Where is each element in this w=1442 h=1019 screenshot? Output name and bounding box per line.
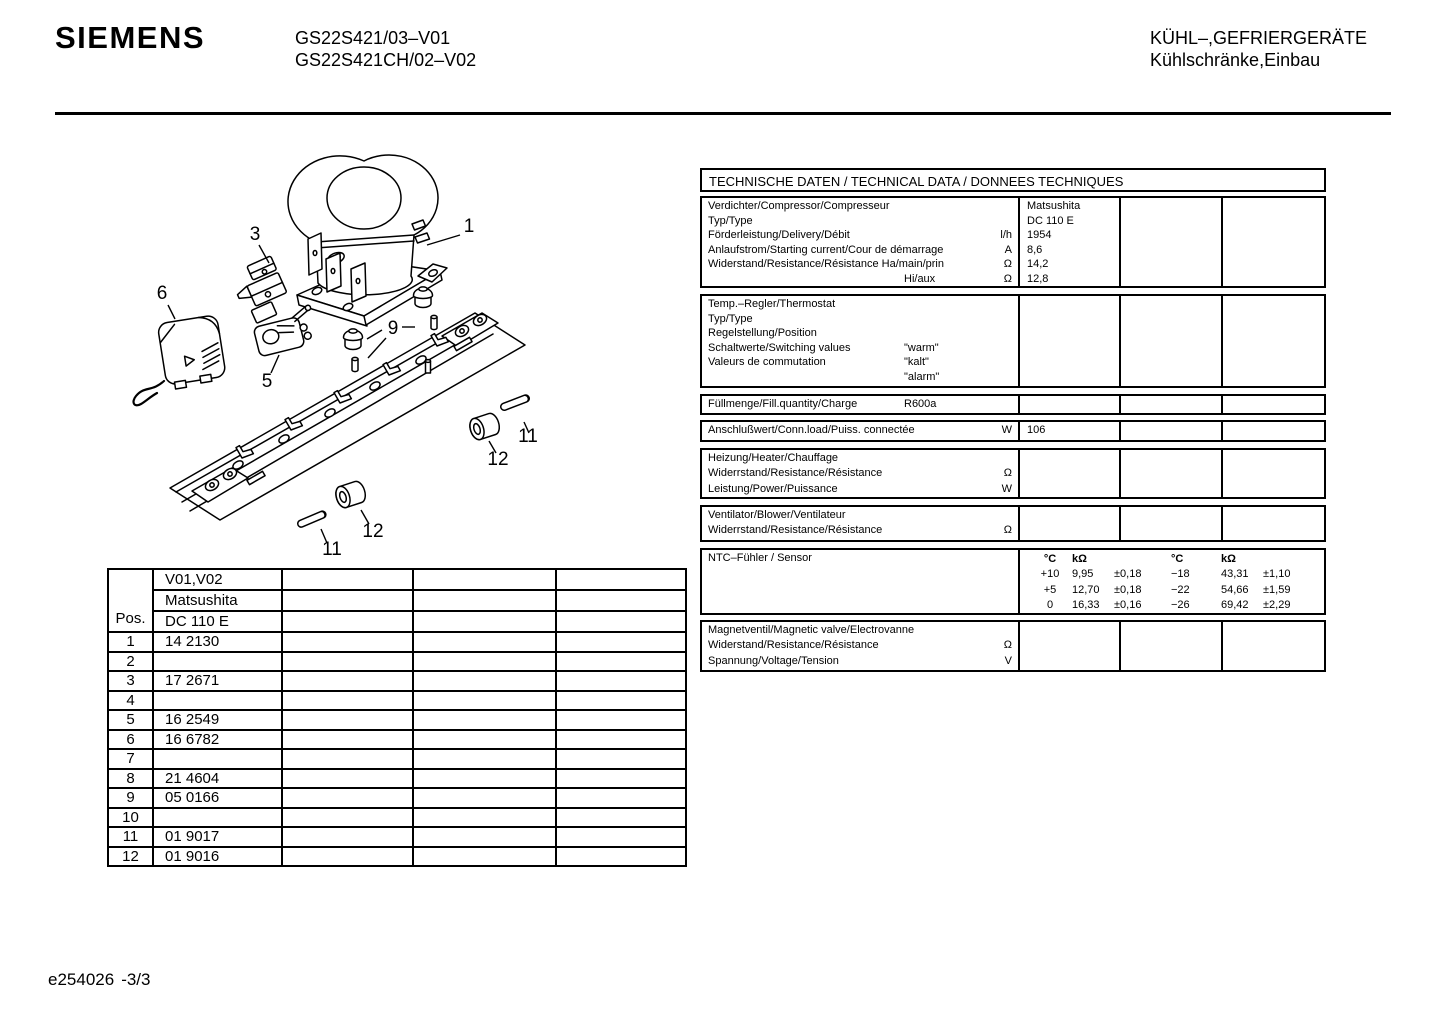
tech-unit: Ω bbox=[1003, 272, 1012, 285]
tech-block-ntc-sensor bbox=[700, 548, 1326, 615]
part-number: 21 4604 bbox=[153, 769, 282, 789]
empty-cell bbox=[1020, 396, 1121, 413]
empty-cell bbox=[282, 671, 413, 691]
empty-cell bbox=[1121, 396, 1223, 413]
part-callout-3: 3 bbox=[249, 224, 261, 245]
part-number bbox=[153, 691, 282, 711]
empty-cell bbox=[282, 749, 413, 769]
empty-cell bbox=[282, 788, 413, 808]
ntc-temp: +10 bbox=[1040, 568, 1060, 581]
part-number: 14 2130 bbox=[153, 632, 282, 652]
heater-labels bbox=[702, 450, 1020, 497]
empty-cell bbox=[556, 671, 686, 691]
tech-label: Widerrstand/Resistance/Résistance bbox=[708, 524, 883, 537]
pos-number: 6 bbox=[108, 730, 153, 750]
empty-cell bbox=[556, 611, 686, 632]
empty-cell bbox=[1223, 507, 1324, 540]
compressor-values bbox=[1020, 198, 1121, 286]
table-row bbox=[108, 749, 686, 769]
empty-cell bbox=[556, 632, 686, 652]
empty-cell bbox=[413, 652, 556, 672]
empty-cell bbox=[282, 652, 413, 672]
tech-label: NTC–Fühler / Sensor bbox=[708, 552, 812, 564]
tech-value: 106 bbox=[1027, 424, 1046, 436]
empty-cell bbox=[413, 769, 556, 789]
empty-cell bbox=[556, 788, 686, 808]
technical-data-title: TECHNISCHE DATEN / TECHNICAL DATA / DONNEES TECHNIQUES bbox=[700, 168, 1326, 192]
pos-number: 11 bbox=[108, 827, 153, 847]
empty-cell bbox=[413, 590, 556, 611]
empty-cell bbox=[413, 569, 556, 590]
brand-logo: SIEMENS bbox=[55, 20, 206, 55]
pos-number: 12 bbox=[108, 847, 153, 867]
tech-block-compressor bbox=[700, 196, 1326, 288]
table-row bbox=[108, 632, 686, 652]
tech-unit: A bbox=[1004, 243, 1012, 256]
empty-cell bbox=[556, 710, 686, 730]
ntc-resistance: 43,31 bbox=[1221, 568, 1249, 581]
table-row bbox=[108, 827, 686, 847]
ntc-resistance: 54,66 bbox=[1221, 583, 1249, 596]
tech-label: Leistung/Power/Puissance bbox=[708, 482, 838, 495]
compressor-labels bbox=[702, 198, 1020, 286]
part-number bbox=[153, 749, 282, 769]
tech-label: Füllmenge/Fill.quantity/Charge bbox=[708, 398, 858, 410]
refrigerant-type: R600a bbox=[904, 398, 937, 410]
tech-label: Anschlußwert/Conn.load/Puiss. connectée bbox=[708, 424, 915, 436]
part-callout-1: 1 bbox=[463, 216, 475, 237]
empty-cell bbox=[282, 847, 413, 867]
pos-number: 1 bbox=[108, 632, 153, 652]
table-row bbox=[108, 808, 686, 828]
empty-cell bbox=[1020, 296, 1121, 386]
empty-cell bbox=[1121, 450, 1223, 497]
empty-cell bbox=[1223, 450, 1324, 497]
empty-cell bbox=[1121, 507, 1223, 540]
empty-cell bbox=[556, 691, 686, 711]
ntc-resistance: 12,70 bbox=[1072, 583, 1100, 596]
table-row bbox=[108, 769, 686, 789]
connected-load-labels bbox=[702, 422, 1020, 440]
exploded-parts-diagram bbox=[130, 145, 600, 575]
tech-unit: W bbox=[1001, 424, 1012, 436]
part-number: 01 9017 bbox=[153, 827, 282, 847]
empty-cell bbox=[413, 788, 556, 808]
table-row bbox=[108, 788, 686, 808]
tech-label: Magnetventil/Magnetic valve/Electrovanne bbox=[708, 624, 915, 636]
empty-cell bbox=[413, 730, 556, 750]
tech-unit: l/h bbox=[1000, 229, 1012, 242]
tech-unit: W bbox=[1001, 482, 1012, 495]
empty-cell bbox=[556, 847, 686, 867]
empty-cell bbox=[282, 691, 413, 711]
ntc-label-cell bbox=[702, 550, 1020, 613]
ntc-header: °C bbox=[1171, 553, 1184, 565]
blower-labels bbox=[702, 507, 1020, 540]
appliance-category bbox=[1150, 27, 1367, 71]
empty-cell bbox=[282, 611, 413, 632]
ntc-temp: −22 bbox=[1171, 583, 1190, 596]
pos-number: 9 bbox=[108, 788, 153, 808]
empty-cell bbox=[282, 590, 413, 611]
category-line-2: Kühlschränke,Einbau bbox=[1150, 50, 1321, 70]
model-numbers bbox=[295, 27, 476, 71]
empty-cell bbox=[413, 749, 556, 769]
table-row bbox=[108, 671, 686, 691]
ntc-resistance: 69,42 bbox=[1221, 599, 1249, 612]
tech-block-magnetic-valve bbox=[700, 620, 1326, 672]
ntc-tolerance: ±1,10 bbox=[1263, 568, 1291, 581]
manufacturer-header: Matsushita bbox=[153, 590, 282, 611]
empty-cell bbox=[413, 710, 556, 730]
part-number: 17 2671 bbox=[153, 671, 282, 691]
tech-label: Verdichter/Compressor/Compresseur bbox=[708, 200, 890, 212]
connected-load-value bbox=[1020, 422, 1121, 440]
part-callout-11-right: 11 bbox=[518, 426, 538, 447]
tech-label: Widerstand/Resistance/Résistance bbox=[708, 639, 879, 652]
tech-label: Widerrstand/Resistance/Résistance bbox=[708, 467, 883, 480]
tech-block-thermostat bbox=[700, 294, 1326, 388]
tech-label: Ventilator/Blower/Ventilateur bbox=[708, 509, 846, 521]
tech-sublabel: "alarm" bbox=[904, 370, 940, 383]
parts-list-table bbox=[107, 568, 687, 867]
ntc-tolerance: ±2,29 bbox=[1263, 599, 1291, 612]
empty-cell bbox=[1223, 198, 1324, 286]
pos-number: 3 bbox=[108, 671, 153, 691]
tech-label: Typ/Type bbox=[708, 214, 753, 227]
ntc-header: °C bbox=[1043, 553, 1057, 565]
ntc-header-row bbox=[1028, 553, 1324, 568]
tech-label: Valeurs de commutation bbox=[708, 356, 826, 369]
tech-unit: Ω bbox=[1003, 639, 1012, 652]
empty-cell bbox=[1223, 296, 1324, 386]
ntc-tolerance: ±1,59 bbox=[1263, 583, 1291, 596]
tech-sublabel: "kalt" bbox=[904, 356, 929, 369]
ntc-data-row bbox=[1028, 568, 1324, 583]
empty-cell bbox=[1020, 450, 1121, 497]
empty-cell bbox=[282, 827, 413, 847]
empty-cell bbox=[556, 827, 686, 847]
empty-cell bbox=[282, 769, 413, 789]
empty-cell bbox=[1121, 622, 1223, 670]
empty-cell bbox=[413, 611, 556, 632]
tech-sublabel: Hi/aux bbox=[904, 272, 936, 285]
ntc-data-grid bbox=[1020, 550, 1324, 613]
pos-column-header: Pos. bbox=[108, 569, 153, 632]
ntc-resistance: 16,33 bbox=[1072, 599, 1100, 612]
pos-number: 10 bbox=[108, 808, 153, 828]
pos-number: 7 bbox=[108, 749, 153, 769]
empty-cell bbox=[1020, 622, 1121, 670]
model-number-2: GS22S421CH/02–V02 bbox=[295, 50, 477, 70]
empty-cell bbox=[282, 730, 413, 750]
empty-cell bbox=[1121, 198, 1223, 286]
part-callout-12-right: 12 bbox=[487, 449, 509, 470]
empty-cell bbox=[556, 730, 686, 750]
table-row bbox=[108, 652, 686, 672]
empty-cell bbox=[413, 808, 556, 828]
empty-cell bbox=[413, 847, 556, 867]
empty-cell bbox=[413, 671, 556, 691]
empty-cell bbox=[1121, 422, 1223, 440]
table-row bbox=[108, 730, 686, 750]
ntc-temp: 0 bbox=[1046, 599, 1054, 612]
tech-label: Heizung/Heater/Chauffage bbox=[708, 452, 839, 464]
starting-relay bbox=[229, 256, 294, 326]
empty-cell bbox=[1223, 622, 1324, 670]
ntc-temp: −18 bbox=[1171, 568, 1190, 581]
tech-label: Schaltwerte/Switching values bbox=[708, 341, 851, 354]
empty-cell bbox=[556, 652, 686, 672]
part-number: 16 6782 bbox=[153, 730, 282, 750]
ntc-tolerance: ±0,16 bbox=[1114, 599, 1142, 612]
tech-value: 1954 bbox=[1027, 229, 1052, 242]
wire bbox=[134, 381, 164, 405]
header-divider bbox=[55, 112, 1391, 115]
ntc-data-row bbox=[1028, 599, 1324, 614]
part-callout-6: 6 bbox=[156, 283, 168, 304]
empty-cell bbox=[413, 632, 556, 652]
ntc-data-row bbox=[1028, 584, 1324, 599]
empty-cell bbox=[1223, 422, 1324, 440]
ntc-temp: +5 bbox=[1043, 583, 1057, 596]
ntc-header: kΩ bbox=[1221, 553, 1236, 565]
technical-data-table bbox=[700, 168, 1326, 674]
ntc-tolerance: ±0,18 bbox=[1114, 583, 1142, 596]
tech-unit: Ω bbox=[1003, 258, 1012, 271]
pos-number: 4 bbox=[108, 691, 153, 711]
tech-value: 14,2 bbox=[1027, 258, 1049, 271]
tech-sublabel: "warm" bbox=[904, 341, 939, 354]
tech-label: Temp.–Regler/Thermostat bbox=[708, 298, 836, 310]
tech-block-blower bbox=[700, 505, 1326, 542]
tech-unit: Ω bbox=[1003, 524, 1012, 537]
fill-quantity-labels bbox=[702, 396, 1020, 413]
tech-label: Regelstellung/Position bbox=[708, 327, 817, 340]
part-callout-9: 9 bbox=[387, 318, 399, 339]
empty-cell bbox=[556, 808, 686, 828]
tech-label: Spannung/Voltage/Tension bbox=[708, 654, 839, 667]
category-line-1: KÜHL–,GEFRIERGERÄTE bbox=[1150, 28, 1368, 48]
empty-cell bbox=[282, 808, 413, 828]
empty-cell bbox=[556, 590, 686, 611]
ntc-tolerance: ±0,18 bbox=[1114, 568, 1142, 581]
ntc-temp: −26 bbox=[1171, 599, 1190, 612]
pos-number: 5 bbox=[108, 710, 153, 730]
tech-label: Widerstand/Resistance/Résistance Ha/main/prin bbox=[708, 258, 944, 271]
table-row bbox=[108, 691, 686, 711]
doc-number: e254026 bbox=[48, 970, 115, 989]
tech-block-heater bbox=[700, 448, 1326, 499]
model-number-1: GS22S421/03–V01 bbox=[295, 28, 451, 48]
table-row bbox=[108, 710, 686, 730]
pos-number: 2 bbox=[108, 652, 153, 672]
tech-label: Typ/Type bbox=[708, 312, 753, 325]
pos-number: 8 bbox=[108, 769, 153, 789]
document-code bbox=[48, 970, 150, 990]
tech-unit: Ω bbox=[1003, 467, 1012, 480]
table-row bbox=[108, 847, 686, 867]
part-number: 01 9016 bbox=[153, 847, 282, 867]
part-callout-5: 5 bbox=[261, 371, 273, 392]
empty-cell bbox=[556, 569, 686, 590]
empty-cell bbox=[1223, 396, 1324, 413]
tech-block-connected-load bbox=[700, 420, 1326, 442]
empty-cell bbox=[1020, 507, 1121, 540]
type-header: DC 110 E bbox=[153, 611, 282, 632]
tech-label: Förderleistung/Delivery/Débit bbox=[708, 229, 850, 242]
part-number bbox=[153, 808, 282, 828]
empty-cell bbox=[282, 569, 413, 590]
part-number: 16 2549 bbox=[153, 710, 282, 730]
part-callout-12-bottom: 12 bbox=[362, 521, 384, 542]
empty-cell bbox=[413, 691, 556, 711]
part-callout-11-bottom: 11 bbox=[322, 539, 342, 560]
tech-value: 8,6 bbox=[1027, 243, 1043, 256]
empty-cell bbox=[556, 769, 686, 789]
tech-unit: V bbox=[1004, 654, 1012, 667]
tech-block-fill-quantity bbox=[700, 394, 1326, 415]
empty-cell bbox=[282, 632, 413, 652]
tech-value: 12,8 bbox=[1027, 272, 1049, 285]
empty-cell bbox=[282, 710, 413, 730]
terminal-cover bbox=[134, 315, 227, 406]
part-number bbox=[153, 652, 282, 672]
page-indicator: -3/3 bbox=[121, 970, 151, 989]
ntc-header: kΩ bbox=[1072, 553, 1087, 565]
tech-value: DC 110 E bbox=[1027, 214, 1074, 227]
part-number: 05 0166 bbox=[153, 788, 282, 808]
tech-value: Matsushita bbox=[1027, 200, 1081, 212]
empty-cell bbox=[556, 749, 686, 769]
magnetic-valve-labels bbox=[702, 622, 1020, 670]
empty-cell bbox=[413, 827, 556, 847]
tech-label: Anlaufstrom/Starting current/Cour de démarrage bbox=[708, 243, 944, 256]
variant-header: V01,V02 bbox=[153, 569, 282, 590]
thermostat-labels bbox=[702, 296, 1020, 386]
empty-cell bbox=[1121, 296, 1223, 386]
ntc-resistance: 9,95 bbox=[1072, 568, 1094, 581]
